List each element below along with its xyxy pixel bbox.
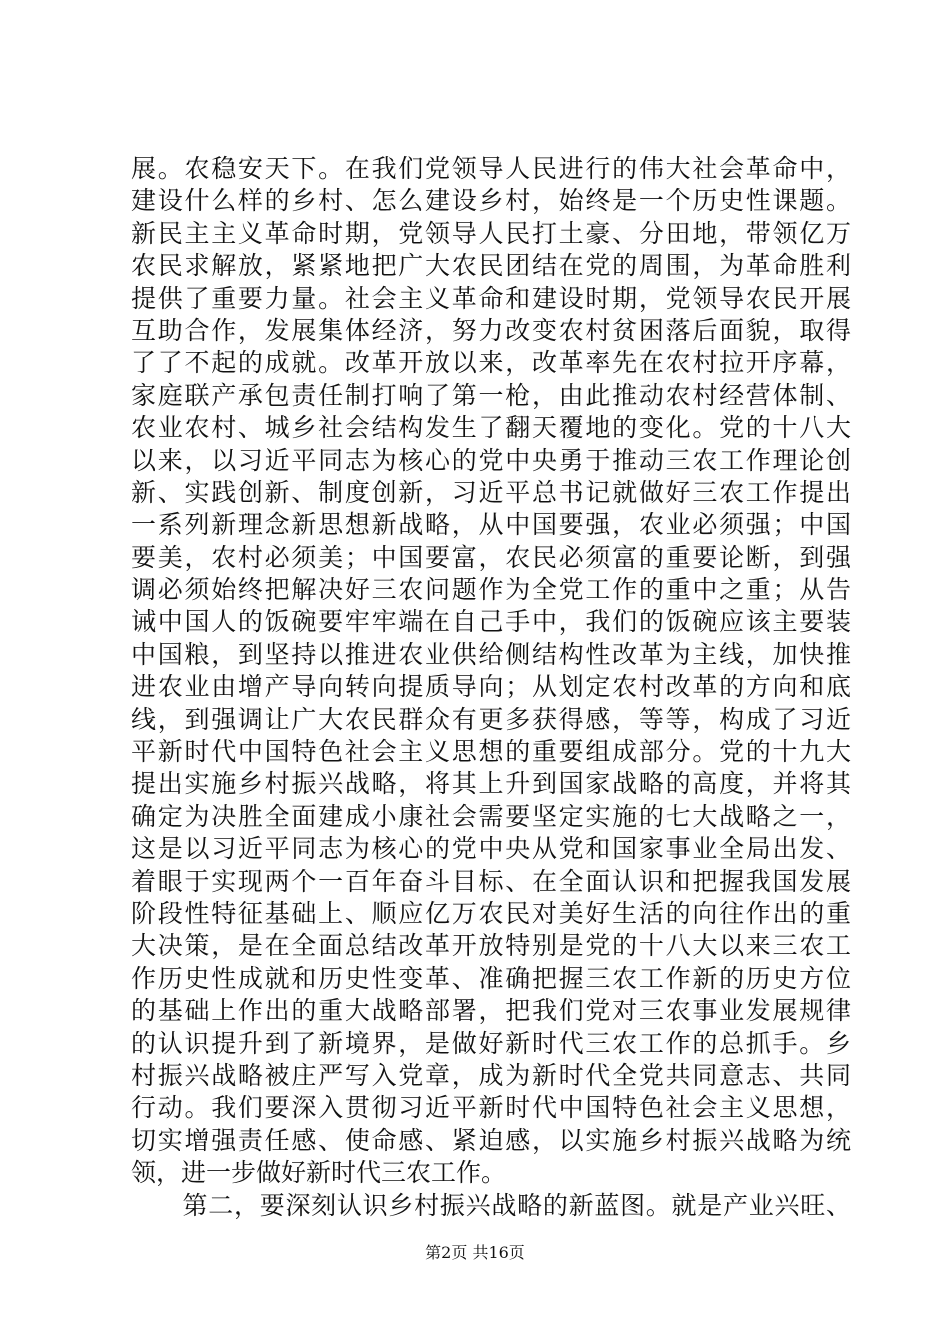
text-line: 新民主主义革命时期，党领导人民打土豪、分田地，带领亿万 <box>131 218 851 248</box>
text-line: 第二，要深刻认识乡村振兴战略的新蓝图。就是产业兴旺、 <box>131 1190 851 1220</box>
text-line: 互助合作，发展集体经济，努力改变农村贫困落后面貌，取得 <box>131 315 851 345</box>
text-line: 阶段性特征基础上、顺应亿万农民对美好生活的向往作出的重 <box>131 898 851 928</box>
text-line: 一系列新理念新思想新战略，从中国要强，农业必须强；中国 <box>131 510 851 540</box>
text-line: 领，进一步做好新时代三农工作。 <box>131 1158 507 1188</box>
text-line: 提供了重要力量。社会主义革命和建设时期，党领导农民开展 <box>131 283 851 313</box>
text-line: 展。农稳安天下。在我们党领导人民进行的伟大社会革命中， <box>131 154 851 183</box>
text-line: 进农业由增产导向转向提质导向；从划定农村改革的方向和底 <box>131 672 851 702</box>
text-line: 中国粮，到坚持以推进农业供给侧结构性改革为主线，加快推 <box>131 639 851 669</box>
text-line: 农民求解放，紧紧地把广大农民团结在党的周围，为革命胜利 <box>131 251 851 281</box>
text-line: 提出实施乡村振兴战略，将其上升到国家战略的高度，并将其 <box>131 769 851 799</box>
text-line: 作历史性成就和历史性变革、准确把握三农工作新的历史方位 <box>131 963 851 993</box>
text-line: 新、实践创新、制度创新，习近平总书记就做好三农工作提出 <box>131 477 851 507</box>
text-line: 切实增强责任感、使命感、紧迫感，以实施乡村振兴战略为统 <box>131 1125 851 1155</box>
text-line: 要美，农村必须美；中国要富，农民必须富的重要论断，到强 <box>131 542 851 572</box>
text-line: 大决策，是在全面总结改革开放特别是党的十八大以来三农工 <box>131 931 851 961</box>
text-line: 建设什么样的乡村、怎么建设乡村，始终是一个历史性课题。 <box>131 186 851 216</box>
text-line: 着眼于实现两个一百年奋斗目标、在全面认识和把握我国发展 <box>131 866 851 896</box>
text-line: 的基础上作出的重大战略部署，把我们党对三农事业发展规律 <box>131 996 851 1026</box>
text-line: 行动。我们要深入贯彻习近平新时代中国特色社会主义思想， <box>131 1093 851 1123</box>
text-line: 调必须始终把解决好三农问题作为全党工作的重中之重；从告 <box>131 575 851 605</box>
text-line: 村振兴战略被庄严写入党章，成为新时代全党共同意志、共同 <box>131 1060 851 1090</box>
text-line: 以来，以习近平同志为核心的党中央勇于推动三农工作理论创 <box>131 445 851 475</box>
body-text <box>131 153 851 1222</box>
page-footer: 第2页 共16页 <box>425 1243 525 1262</box>
text-line: 诫中国人的饭碗要牢牢端在自己手中，我们的饭碗应该主要装 <box>131 607 851 637</box>
text-line: 了了不起的成就。改革开放以来，改革率先在农村拉开序幕， <box>131 348 851 378</box>
text-line: 这是以习近平同志为核心的党中央从党和国家事业全局出发、 <box>131 834 851 864</box>
text-line: 家庭联产承包责任制打响了第一枪，由此推动农村经营体制、 <box>131 380 851 410</box>
text-line: 的认识提升到了新境界，是做好新时代三农工作的总抓手。乡 <box>131 1028 851 1058</box>
text-line: 平新时代中国特色社会主义思想的重要组成部分。党的十九大 <box>131 737 851 767</box>
text-line: 确定为决胜全面建成小康社会需要坚定实施的七大战略之一， <box>131 801 851 831</box>
text-line: 农业农村、城乡社会结构发生了翻天覆地的变化。党的十八大 <box>131 413 851 443</box>
text-line: 线，到强调让广大农民群众有更多获得感，等等，构成了习近 <box>131 704 851 734</box>
